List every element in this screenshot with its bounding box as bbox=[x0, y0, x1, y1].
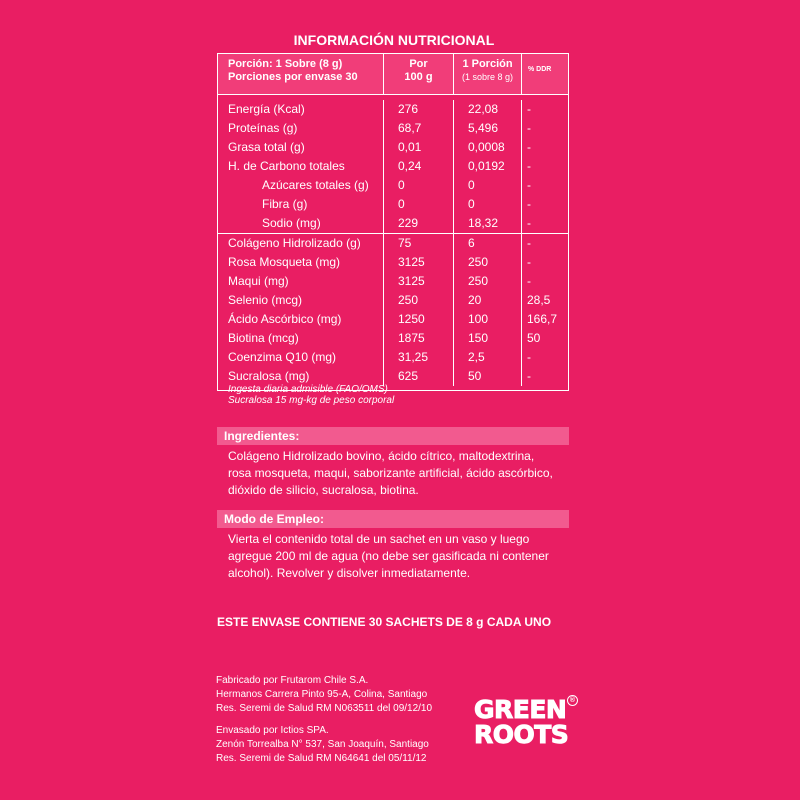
package-contents: ESTE ENVASE CONTIENE 30 SACHETS DE 8 g CADA UNO bbox=[217, 615, 552, 629]
nutrient-name: Sucralosa (mg) bbox=[218, 367, 384, 386]
packager-info bbox=[216, 724, 429, 766]
nutrient-name: Selenio (mcg) bbox=[218, 291, 384, 310]
packager-resolution: Res. Seremi de Salud RM N64641 del 05/11/12 bbox=[216, 753, 427, 764]
nutrient-ddr: - bbox=[527, 102, 531, 116]
nutrient-ddr: - bbox=[527, 369, 531, 383]
nutrient-group-actives bbox=[218, 234, 568, 390]
nutrient-name: Sodio (mg) bbox=[218, 214, 384, 233]
nutrient-per100: 229 bbox=[384, 214, 454, 233]
ingredients-heading: Ingredientes: bbox=[217, 427, 569, 445]
nutrient-ddr: 50 bbox=[527, 331, 541, 345]
nutrient-per100: 3125 bbox=[384, 272, 454, 291]
table-row bbox=[218, 119, 568, 138]
nutrient-name: H. de Carbono totales bbox=[218, 157, 384, 176]
nutrient-name: Grasa total (g) bbox=[218, 138, 384, 157]
nutrient-ddr: - bbox=[527, 255, 531, 269]
table-row bbox=[218, 291, 568, 310]
logo-line-green: GREEN bbox=[474, 695, 567, 724]
nutrient-name: Biotina (mcg) bbox=[218, 329, 384, 348]
nutrition-table bbox=[217, 53, 569, 391]
per-portion-header bbox=[454, 54, 522, 94]
nutrient-per100: 276 bbox=[384, 100, 454, 119]
table-row bbox=[218, 195, 568, 214]
nutrient-ddr: - bbox=[527, 236, 531, 250]
nutrient-per100: 31,25 bbox=[384, 348, 454, 367]
nutrient-per-portion: 50 bbox=[454, 367, 522, 386]
per-100g-header bbox=[384, 54, 454, 94]
manufacturer-resolution: Res. Seremi de Salud RM N063511 del 09/12/10 bbox=[216, 703, 433, 714]
intake-notes bbox=[228, 384, 394, 406]
nutrient-ddr: - bbox=[527, 178, 531, 192]
nutrient-name: Colágeno Hidrolizado (g) bbox=[218, 234, 384, 253]
portion-header bbox=[218, 54, 384, 94]
nutrient-ddr: - bbox=[527, 197, 531, 211]
usage-heading: Modo de Empleo: bbox=[217, 510, 569, 528]
portions-per-package: Porciones por envase 30 bbox=[228, 71, 358, 83]
nutrient-ddr: 28,5 bbox=[527, 293, 551, 307]
nutrient-per-portion: 250 bbox=[454, 272, 522, 291]
ingredients-text: Colágeno Hidrolizado bovino, ácido cítrico, maltodextrina, rosa mosqueta, maqui, saborizante artificial, ácido ascórbico, dióxido de silicio, sucralosa, biotina. bbox=[228, 449, 553, 497]
table-row bbox=[218, 214, 568, 233]
manufacturer-info bbox=[216, 674, 432, 716]
nutrient-per-portion: 0,0008 bbox=[454, 138, 522, 157]
nutrient-per-portion: 100 bbox=[454, 310, 522, 329]
nutrient-ddr: - bbox=[527, 274, 531, 288]
nutrient-name: Rosa Mosqueta (mg) bbox=[218, 253, 384, 272]
per-portion-header-line1: 1 Porción bbox=[462, 58, 513, 70]
table-row bbox=[218, 138, 568, 157]
table-row bbox=[218, 348, 568, 367]
nutrient-ddr: 166,7 bbox=[527, 312, 558, 326]
intake-note-line1: Ingesta diaria admisible (FAO/OMS) bbox=[228, 384, 388, 395]
nutrient-per100: 1250 bbox=[384, 310, 454, 329]
nutrient-per100: 75 bbox=[384, 234, 454, 253]
table-row bbox=[218, 310, 568, 329]
manufacturer-address: Hermanos Carrera Pinto 95-A, Colina, Santiago bbox=[216, 689, 428, 700]
logo-line-roots: ROOTS bbox=[474, 720, 569, 749]
nutrient-per100: 68,7 bbox=[384, 119, 454, 138]
nutrient-ddr: - bbox=[527, 140, 531, 154]
nutrient-ddr: - bbox=[527, 350, 531, 364]
nutrient-per-portion: 0,0192 bbox=[454, 157, 522, 176]
nutrient-per100: 0,01 bbox=[384, 138, 454, 157]
nutrient-group-basic bbox=[218, 95, 568, 234]
manufacturer-name: Fabricado por Frutarom Chile S.A. bbox=[216, 675, 369, 686]
table-row bbox=[218, 234, 568, 253]
portion-size: Porción: 1 Sobre (8 g) bbox=[228, 58, 343, 70]
per-100g-header-line1: Por bbox=[409, 58, 428, 70]
nutrient-per100: 625 bbox=[384, 367, 454, 386]
table-row bbox=[218, 100, 568, 119]
table-row bbox=[218, 253, 568, 272]
nutrient-name: Energía (Kcal) bbox=[218, 100, 384, 119]
nutrient-name: Coenzima Q10 (mg) bbox=[218, 348, 384, 367]
packager-address: Zenón Torrealba N° 537, San Joaquín, Santiago bbox=[216, 739, 429, 750]
per-100g-header-line2: 100 g bbox=[404, 71, 433, 83]
nutrition-table-header bbox=[218, 54, 568, 95]
nutrient-name: Proteínas (g) bbox=[218, 119, 384, 138]
nutrient-ddr: - bbox=[527, 216, 531, 230]
nutrient-name: Fibra (g) bbox=[218, 195, 384, 214]
packager-name: Envasado por Ictios SPA. bbox=[216, 725, 329, 736]
nutrient-per-portion: 22,08 bbox=[454, 100, 522, 119]
table-row bbox=[218, 176, 568, 195]
table-row bbox=[218, 157, 568, 176]
nutrient-per100: 0 bbox=[384, 195, 454, 214]
table-row bbox=[218, 329, 568, 348]
nutrient-name: Azúcares totales (g) bbox=[218, 176, 384, 195]
nutrient-per-portion: 0 bbox=[454, 195, 522, 214]
nutrient-per100: 0,24 bbox=[384, 157, 454, 176]
nutrient-name: Ácido Ascórbico (mg) bbox=[218, 310, 384, 329]
nutrition-title: INFORMACIÓN NUTRICIONAL bbox=[293, 32, 495, 48]
nutrient-per100: 250 bbox=[384, 291, 454, 310]
nutrient-name: Maqui (mg) bbox=[218, 272, 384, 291]
nutrient-ddr: - bbox=[527, 159, 531, 173]
nutrient-per100: 3125 bbox=[384, 253, 454, 272]
nutrient-per100: 1875 bbox=[384, 329, 454, 348]
registered-icon: ® bbox=[567, 695, 578, 706]
nutrient-per-portion: 250 bbox=[454, 253, 522, 272]
nutrient-per-portion: 0 bbox=[454, 176, 522, 195]
ddr-header: % DDR bbox=[528, 66, 552, 73]
nutrient-per-portion: 20 bbox=[454, 291, 522, 310]
nutrient-per-portion: 18,32 bbox=[454, 214, 522, 233]
usage-text: Vierta el contenido total de un sachet en un vaso y luego agregue 200 ml de agua (no debe ser gasificada ni contener alcohol). Revolver y disolver inmediatamente. bbox=[228, 532, 549, 580]
table-row bbox=[218, 272, 568, 291]
nutrient-per-portion: 5,496 bbox=[454, 119, 522, 138]
nutrient-per-portion: 6 bbox=[454, 234, 522, 253]
nutrient-per-portion: 150 bbox=[454, 329, 522, 348]
per-portion-header-line2: (1 sobre 8 g) bbox=[461, 72, 514, 82]
intake-note-line2: Sucralosa 15 mg-kg de peso corporal bbox=[228, 395, 395, 406]
nutrient-per100: 0 bbox=[384, 176, 454, 195]
nutrient-ddr: - bbox=[527, 121, 531, 135]
nutrient-per-portion: 2,5 bbox=[454, 348, 522, 367]
green-roots-logo bbox=[474, 697, 579, 755]
